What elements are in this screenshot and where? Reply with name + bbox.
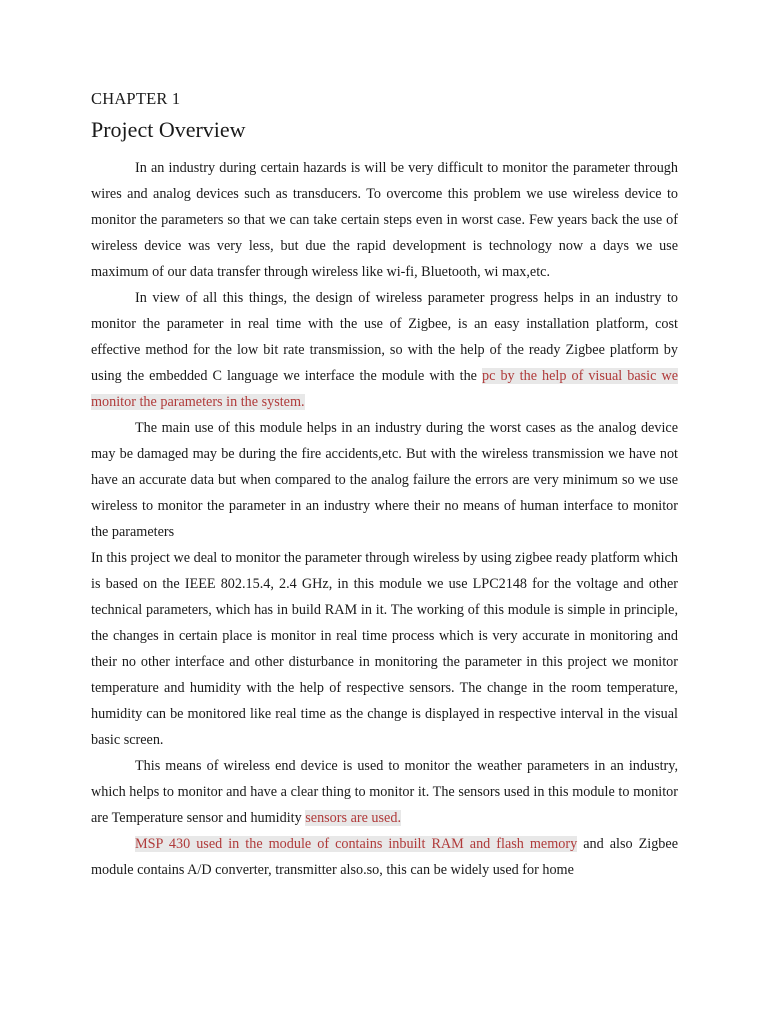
paragraph-1-text: In an industry during certain hazards is will be very difficult to monitor the parameter through wires and analog devices such as transducers. To overcome this problem we use wireless device to monitor the parameters so that we can take certain steps even in worst case. Few years back the use of wireless device was very less, but due the rapid development is technology now a days we use maximum of our data transfer through wireless like wi-fi, Bluetooth, wi max,etc. [91, 160, 678, 280]
paragraph-2 [91, 285, 678, 415]
paragraph-3-text: The main use of this module helps in an industry during the worst cases as the analog device may be damaged may be during the fire accidents,etc. But with the wireless transmission we have not have an accurate data but when compared to the analog failure the errors are very minimum so we use wireless to monitor the parameter in an industry where their no means of human interface to monitor the parameters [91, 420, 678, 540]
chapter-title: Project Overview [91, 117, 246, 142]
paragraph-6 [91, 831, 678, 883]
body-text [91, 155, 678, 883]
paragraph-4-text: In this project we deal to monitor the parameter through wireless by using zigbee ready platform which is based on the IEEE 802.15.4, 2.4 GHz, in this module we use LPC2148 for the voltage and other technical parameters, which has in build RAM in it. The working of this module is simple in principle, the changes in certain place is monitor in real time process which is very accurate in monitoring and their no other interface and other disturbance in monitoring the parameter in this project we monitor temperature and humidity with the help of respective sensors. The change in the room temperature, humidity can be monitored like real time as the change is displayed in respective interval in the visual basic screen. [91, 550, 678, 748]
paragraph-1 [91, 155, 678, 285]
paragraph-5-highlight: sensors are used. [305, 810, 401, 826]
paragraph-2-text: In view of all this things, the design of wireless parameter progress helps in an industry to monitor the parameter in real time with the use of Zigbee, is an easy installation platform, cost effective method for the low bit rate transmission, so with the help of the ready Zigbee platform by using the embedded C language we interface the module with the [91, 290, 678, 384]
paragraph-4 [91, 545, 678, 753]
paragraph-3 [91, 415, 678, 545]
paragraph-5-text: This means of wireless end device is used to monitor the weather parameters in an industry, which helps to monitor and have a clear thing to monitor it. The sensors used in this module to monitor are Temperature sensor and humidity [91, 758, 678, 826]
paragraph-2-highlight: pc by the help of visual basic we monitor the parameters in the system. [91, 368, 678, 410]
paragraph-5 [91, 753, 678, 831]
paragraph-6-text: and also Zigbee module contains A/D converter, transmitter also.so, this can be widely used for home [91, 836, 678, 878]
chapter-label: CHAPTER 1 [91, 89, 181, 108]
paragraph-6-highlight: MSP 430 used in the module of contains inbuilt RAM and flash memory [135, 836, 578, 852]
